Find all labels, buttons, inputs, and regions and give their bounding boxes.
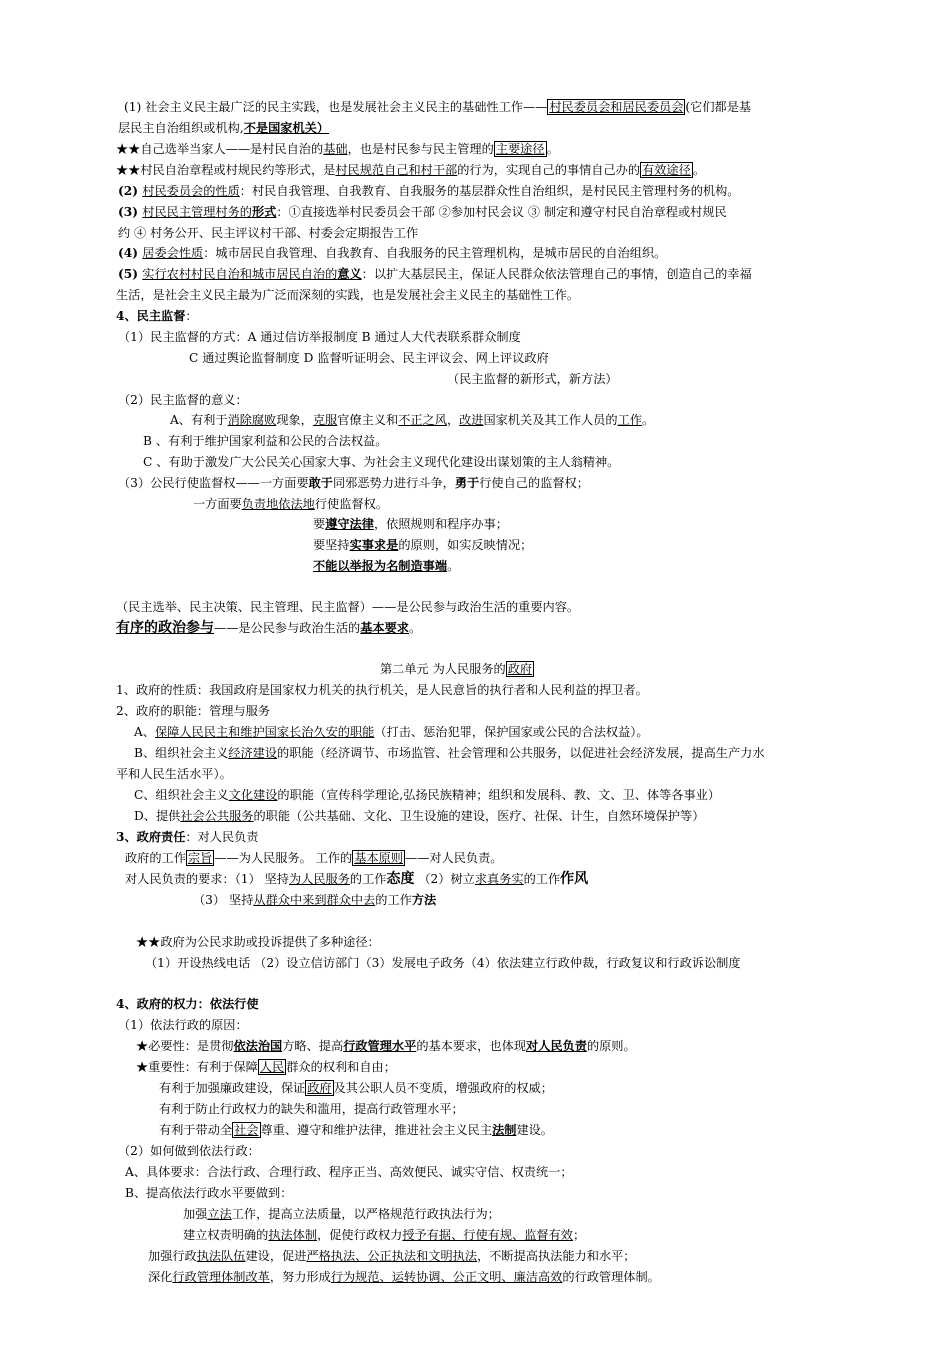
text-run: 的职能（公共基础、文化、卫生设施的建设，医疗、社保、计生，自然环境保护等）	[253, 809, 705, 823]
text-run: 有利于带动全	[159, 1123, 233, 1137]
text-run: 。	[447, 559, 460, 573]
text-run: 约 ④ 村务公开、民主评议村干部、村委会定期报告工作	[118, 226, 419, 240]
text-line	[116, 162, 705, 178]
emphasis-run: 社会公共服务	[180, 809, 254, 823]
text-line	[118, 120, 329, 136]
text-line	[124, 99, 751, 115]
emphasis-run: 意义	[337, 267, 362, 281]
emphasis-run: 敢于	[308, 476, 333, 490]
text-run: 行使自己的监督权；	[479, 476, 589, 490]
emphasis-run: (3)	[118, 205, 143, 219]
text-run: 对人民负责的要求：（1） 坚持	[125, 872, 289, 886]
emphasis-run: 有效途径	[642, 163, 691, 177]
emphasis-run: 实行农村村民自治和城市居民自治的	[142, 267, 338, 281]
text-run: (1) 社会主义民主最广泛的民主实践，也是发展社会主义民主的基础性工作——	[124, 100, 548, 114]
text-run: 国家机关及其工作人员的	[483, 413, 618, 427]
emphasis-run: 勇于	[454, 476, 480, 490]
text-line	[116, 599, 579, 615]
text-run: ：①直接选举村民委员会干部 ②参加村民会议 ③ 制定和遵守村民自治章程或村规民	[276, 205, 727, 219]
text-run: ，促使行政权力	[317, 1228, 403, 1242]
emphasis-run: 政府	[307, 1081, 332, 1095]
text-run: 深化	[148, 1270, 173, 1284]
text-run: 要坚持	[313, 538, 350, 552]
text-run: 的工作	[523, 872, 561, 886]
text-run: （3）公民行使监督权——一方面要	[118, 476, 309, 490]
emphasis-run: 有序的政治参与	[116, 620, 214, 636]
emphasis-run: 行政管理体制改革	[172, 1270, 270, 1284]
text-run: 加强	[183, 1207, 208, 1221]
text-run: 一方面要	[193, 497, 242, 511]
text-run: ：村民自我管理、自我教育、自我服务的基层群众性自治组织，是村民民主管理村务的机构。	[239, 184, 740, 198]
text-run: 行使监督权。	[314, 497, 388, 511]
text-run: 的行为，实现自己的事情自己办的	[457, 163, 641, 177]
text-line	[116, 829, 259, 845]
emphasis-run: 授予有据、行使有规、监督有效	[402, 1228, 573, 1242]
text-run: （打击、惩治犯罪，保护国家或公民的合法权益）。	[374, 725, 649, 739]
text-run: （1）依法行政的原因：	[118, 1018, 248, 1032]
emphasis-run: 执法队伍	[196, 1249, 246, 1263]
text-run: 。	[641, 413, 655, 427]
text-run: （民主监督的新形式，新方法）	[447, 372, 618, 386]
text-run: ：对人民负责	[185, 830, 259, 844]
text-run: 方略、提高	[282, 1039, 344, 1053]
text-run: 现象，	[276, 413, 313, 427]
text-line	[118, 225, 418, 241]
text-run: 有利于加强廉政建设，保证	[159, 1081, 306, 1095]
emphasis-run: 4、民主监督	[116, 309, 186, 323]
text-line	[193, 496, 388, 512]
text-line	[380, 661, 534, 677]
text-run: 2、政府的职能：管理与服务	[116, 704, 271, 718]
emphasis-run: 不正之风	[398, 413, 447, 427]
text-run: 的基本要求，也体现	[416, 1039, 526, 1053]
text-line	[116, 141, 559, 157]
text-line	[136, 1059, 396, 1075]
text-run: 。	[692, 163, 705, 177]
emphasis-run: 克服	[312, 413, 338, 427]
text-run: 的行政管理体制。	[562, 1270, 660, 1284]
text-run: 同邪恶势力进行斗争，	[332, 476, 455, 490]
text-line	[313, 558, 459, 574]
text-run: A、有利于	[170, 413, 228, 427]
emphasis-run: 村民委员会和居民委员会	[549, 100, 684, 114]
text-line	[116, 308, 198, 324]
text-run: ★★政府为公民求助或投诉提供了多种途径：	[136, 935, 380, 949]
text-run: C 通过舆论监督制度 D 监督听证明会、民主评议会、网上评议政府	[189, 351, 549, 365]
text-line	[118, 475, 589, 491]
text-run: 的职能（宣传科学理论,弘扬民族精神；组织和发展科、教、文、卫、体等各事业）	[277, 788, 721, 802]
text-line	[116, 620, 421, 636]
text-line	[148, 1248, 636, 1264]
text-line	[116, 996, 259, 1012]
emphasis-run: 立法	[207, 1207, 232, 1221]
emphasis-run: 严格执法、公正执法和文明执法	[306, 1249, 478, 1263]
text-line	[189, 350, 549, 366]
text-line	[136, 934, 380, 950]
text-run: 有利于防止行政权力的缺失和滥用，提高行政管理水平；	[159, 1102, 464, 1116]
text-run: A、	[134, 725, 155, 739]
text-run: B、提高依法行政水平要做到：	[125, 1186, 293, 1200]
text-line	[159, 1122, 553, 1138]
emphasis-run: 遵守法律	[325, 517, 374, 531]
text-run: 的原则。	[586, 1039, 636, 1053]
emphasis-run: 居委会性质	[142, 246, 204, 260]
emphasis-run: 态度	[386, 871, 415, 887]
emphasis-run: 形式	[251, 205, 277, 219]
text-line	[313, 537, 532, 553]
text-run: （3） 坚持	[193, 893, 254, 907]
emphasis-run: (5)	[118, 267, 143, 281]
text-run: （1）民主监督的方式：A 通过信访举报制度 B 通过人大代表联系群众制度	[118, 330, 521, 344]
text-line	[116, 703, 270, 719]
emphasis-run: 消除腐败	[227, 413, 277, 427]
emphasis-run: 文化建设	[228, 788, 278, 802]
text-line	[125, 1185, 292, 1201]
emphasis-run: 基本要求	[360, 621, 409, 635]
text-line	[170, 412, 654, 428]
emphasis-run: 社会	[234, 1123, 259, 1137]
text-run: （1）开设热线电话 （2）设立信访部门（3）发展电子政务（4）依法建立行政仲裁，行政复议和行政诉讼制度	[145, 956, 741, 970]
emphasis-run: 政府	[507, 662, 533, 676]
emphasis-run: 实事求是	[349, 538, 399, 552]
text-run: 建设。	[516, 1123, 553, 1137]
emphasis-run: 3、政府责任	[116, 830, 186, 844]
emphasis-run: 行为规范、运转协调、公正文明、廉洁高效	[330, 1270, 563, 1284]
text-run: 1、政府的性质：我国政府是国家权力机关的执行机关，是人民意旨的执行者和人民利益的捍卫者。	[116, 683, 648, 697]
text-run: ，努力形成	[269, 1270, 331, 1284]
emphasis-run: 执法体制	[268, 1228, 318, 1242]
emphasis-run: 从群众中来到群众中去	[253, 893, 376, 907]
text-line	[148, 1269, 660, 1285]
text-run: ：	[185, 309, 198, 323]
text-line	[193, 892, 436, 908]
text-line	[447, 371, 618, 387]
emphasis-run: 为人民服务	[288, 872, 350, 886]
text-run: 。	[409, 621, 422, 635]
emphasis-run: 4、政府的权力：依法行使	[116, 997, 259, 1011]
text-run: ，依照规则和程序办事；	[373, 517, 508, 531]
text-run: 官僚主义和	[337, 413, 399, 427]
text-line	[125, 871, 588, 887]
text-run: A、具体要求：合法行政、合理行政、程序正当、高效便民、诚实守信、权责统一；	[125, 1165, 573, 1179]
text-run: ★★自己选举当家人——是村民自治的	[116, 142, 324, 156]
text-run: D、提供	[134, 809, 181, 823]
emphasis-run: 村民民主管理村务的	[142, 205, 252, 219]
text-line	[118, 392, 248, 408]
text-run: 第二单元 为人民服务的	[380, 662, 506, 676]
text-line	[145, 955, 741, 971]
text-run: 建设，促进	[245, 1249, 307, 1263]
emphasis-run: 基本原则	[354, 851, 403, 865]
text-run: B、组织社会主义	[134, 746, 229, 760]
text-run: 政府的工作	[125, 851, 186, 865]
text-run: B 、有利于维护国家利益和公民的合法权益。	[143, 434, 388, 448]
emphasis-run: 工作	[617, 413, 642, 427]
text-line	[134, 808, 704, 824]
text-run: 平和人民生活水平）。	[116, 767, 232, 781]
emphasis-run: 保障人民民主和维护国家长治久安的职能	[155, 725, 375, 739]
text-line	[125, 1164, 573, 1180]
emphasis-run: 行政管理水平	[343, 1039, 417, 1053]
emphasis-run: 村民委员会的性质	[142, 184, 240, 198]
emphasis-run: 作风	[560, 871, 589, 887]
text-run: 建立权责明确的	[183, 1228, 269, 1242]
text-line	[134, 724, 649, 740]
text-run: （民主选举、民主决策、民主管理、民主监督）——是公民参与政治生活的重要内容。	[116, 600, 580, 614]
text-run: C、组织社会主义	[134, 788, 229, 802]
text-run: 层民主自治组织或机构,	[118, 121, 244, 135]
text-run: 及其公职人员不变质，增强政府的权威；	[333, 1081, 553, 1095]
text-line	[183, 1206, 500, 1222]
emphasis-run: 人民	[259, 1060, 285, 1074]
text-run: 工作，提高立法质量，以严格规范行政执法行为；	[231, 1207, 500, 1221]
text-run: ★重要性：有利于保障	[136, 1060, 258, 1074]
text-run: （2）如何做到依法行政：	[118, 1144, 260, 1158]
emphasis-run: 不是国家机关）	[243, 121, 330, 135]
text-run: 生活，是社会主义民主最为广泛而深刻的实践，也是发展社会主义民主的基础性工作。	[116, 288, 580, 302]
emphasis-run: 宗旨	[187, 851, 213, 865]
text-line	[118, 1143, 260, 1159]
emphasis-run: 不能以举报为名制造事端	[313, 559, 448, 573]
emphasis-run: 求真务实	[474, 872, 524, 886]
emphasis-run: 方法	[411, 893, 437, 907]
emphasis-run: 对人民负责	[526, 1039, 587, 1053]
text-line	[118, 266, 752, 282]
text-line	[143, 454, 619, 470]
emphasis-run: 依法治国	[233, 1039, 283, 1053]
text-run: 的工作	[349, 872, 387, 886]
emphasis-run: (2)	[118, 184, 143, 198]
text-run: 。	[546, 142, 559, 156]
text-run: 要	[313, 517, 326, 531]
emphasis-run: 村民规范自己和村干部	[335, 163, 458, 177]
text-line	[118, 245, 666, 261]
text-run: 尊重、遵守和维护法律，推进社会主义民主	[260, 1123, 493, 1137]
text-line	[134, 787, 720, 803]
text-run: ——为人民服务。 工作的	[214, 851, 353, 865]
text-line	[136, 1038, 636, 1054]
text-line	[183, 1227, 585, 1243]
text-line	[125, 850, 503, 866]
text-run: 的职能（经济调节、市场监管、社会管理和公共服务，以促进社会经济发展，提高生产力水	[277, 746, 765, 760]
text-line	[118, 1017, 248, 1033]
text-line	[118, 329, 521, 345]
text-line	[118, 204, 727, 220]
text-run: 加强行政	[148, 1249, 197, 1263]
text-run: C 、有助于激发广大公民关心国家大事、为社会主义现代化建设出谋划策的主人翁精神。	[143, 455, 620, 469]
emphasis-run: 改进	[459, 413, 484, 427]
text-line	[143, 433, 387, 449]
emphasis-run: (4)	[118, 246, 143, 260]
text-run: （2）树立	[414, 872, 475, 886]
emphasis-run: 主要途径	[495, 142, 545, 156]
text-line	[116, 287, 579, 303]
text-line	[116, 682, 648, 698]
emphasis-run: 经济建设	[228, 746, 278, 760]
emphasis-run: 法制	[492, 1123, 517, 1137]
text-run: ★必要性：是贯彻	[136, 1039, 234, 1053]
text-run: ★★村民自治章程或村规民约等形式，是	[116, 163, 336, 177]
text-run: ：以扩大基层民主，保证人民群众依法管理自己的事情，创造自己的幸福	[361, 267, 752, 281]
text-run: ；	[573, 1228, 586, 1242]
text-line	[159, 1080, 553, 1096]
text-run: ——对人民负责。	[405, 851, 503, 865]
text-run: ：城市居民自我管理、自我教育、自我服务的民主管理机构，是城市居民的自治组织。	[203, 246, 667, 260]
text-run: ，也是村民参与民主管理的	[347, 142, 494, 156]
text-run: ——是公民参与政治生活的	[214, 621, 361, 635]
text-run: 的工作	[375, 893, 412, 907]
text-line	[313, 516, 508, 532]
text-line	[134, 745, 765, 761]
emphasis-run: 负责地依法地	[241, 497, 315, 511]
text-run: 群众的权利和自由；	[286, 1060, 396, 1074]
emphasis-run: 基础	[323, 142, 348, 156]
text-run: ，不断提高执法能力和水平；	[477, 1249, 636, 1263]
text-run: （2）民主监督的意义：	[118, 393, 248, 407]
text-run: ，	[446, 413, 460, 427]
text-run: (它们都是基	[685, 100, 752, 114]
text-line	[116, 766, 232, 782]
text-run: 的原则，如实反映情况；	[398, 538, 533, 552]
text-line	[118, 183, 739, 199]
text-line	[159, 1101, 464, 1117]
